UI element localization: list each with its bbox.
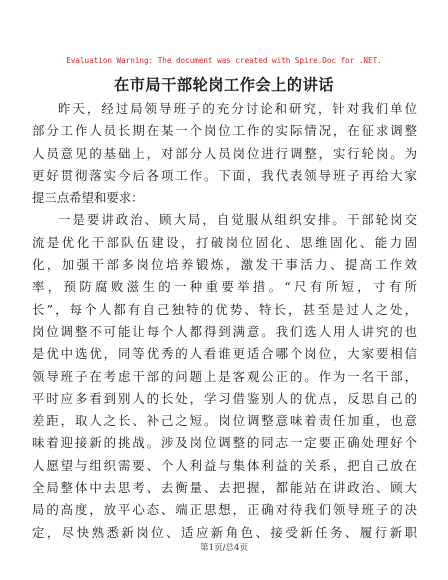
document-title: 在市局干部轮岗工作会上的讲话 — [113, 76, 335, 94]
paragraph-line: 长”，每个人都有自己独特的优势、特长，甚至是过人之处， — [32, 301, 417, 317]
paragraph-line: 昨天，经过局领导班子的充分讨论和研究，针对我们单位 — [58, 101, 417, 116]
paragraph-line: 流是优化干部队伍建设，打破岗位固化、思维固化、能力固 — [32, 234, 417, 250]
document-body — [32, 98, 417, 544]
evaluation-warning: Evaluation Warning: The document was created with Spire.Doc for .NET. — [66, 56, 382, 65]
paragraph-line: 率，预防腐败滋生的一种重要举措。“尺有所短，寸有所 — [32, 279, 417, 295]
paragraph-line: 全局整体中去思考、去衡量、去把握，都能站在讲政治、顾大 — [32, 480, 417, 496]
paragraph-line: 是优中选优，同等优秀的人看谁更适合哪个岗位，大家要相信 — [32, 346, 417, 362]
paragraph-line: 更好贯彻落实今后各项工作。下面，我代表领导班子再给大家 — [32, 167, 417, 183]
paragraph-line: 定，尽快熟悉新岗位、适应新角色、接受新任务、履行新职 — [32, 524, 417, 540]
paragraph-line: 味着迎接新的挑战。涉及岗位调整的同志一定要正确处理好个 — [32, 435, 417, 451]
paragraph-line: 部分工作人员长期在某一个岗位工作的实际情况，在征求调整 — [32, 123, 417, 139]
paragraph-line: 岗位调整不可能让每个人都得到满意。我们选人用人讲究的也 — [32, 323, 417, 339]
paragraph-line: 人员意见的基础上，对部分人员岗位进行调整，实行轮岗。为 — [32, 145, 417, 161]
paragraph-line: 平时应多看到别人的长处，学习借鉴别人的优点，反思自己的 — [32, 390, 417, 406]
paragraph-line: 化，加强干部多岗位培养锻炼，激发干事活力、提高工作效 — [32, 257, 417, 273]
page-footer: 第1页/总4页 — [200, 543, 248, 553]
paragraph-line: 局的高度，放平心态、端正思想，正确对待我们领导班子的决 — [32, 502, 417, 518]
paragraph-line: 差距，取人之长、补己之短。岗位调整意味着责任加重，也意 — [32, 413, 417, 429]
paragraph-line: 一是要讲政治、顾大局，自觉服从组织安排。干部轮岗交 — [58, 212, 417, 228]
paragraph-line: 领导班子在考虑干部的问题上是客观公正的。作为一名干部， — [32, 368, 417, 384]
paragraph-line: 提三点希望和要求： — [32, 190, 144, 206]
paragraph-line: 人愿望与组织需要、个人利益与集体利益的关系，把自己放在 — [32, 457, 417, 473]
